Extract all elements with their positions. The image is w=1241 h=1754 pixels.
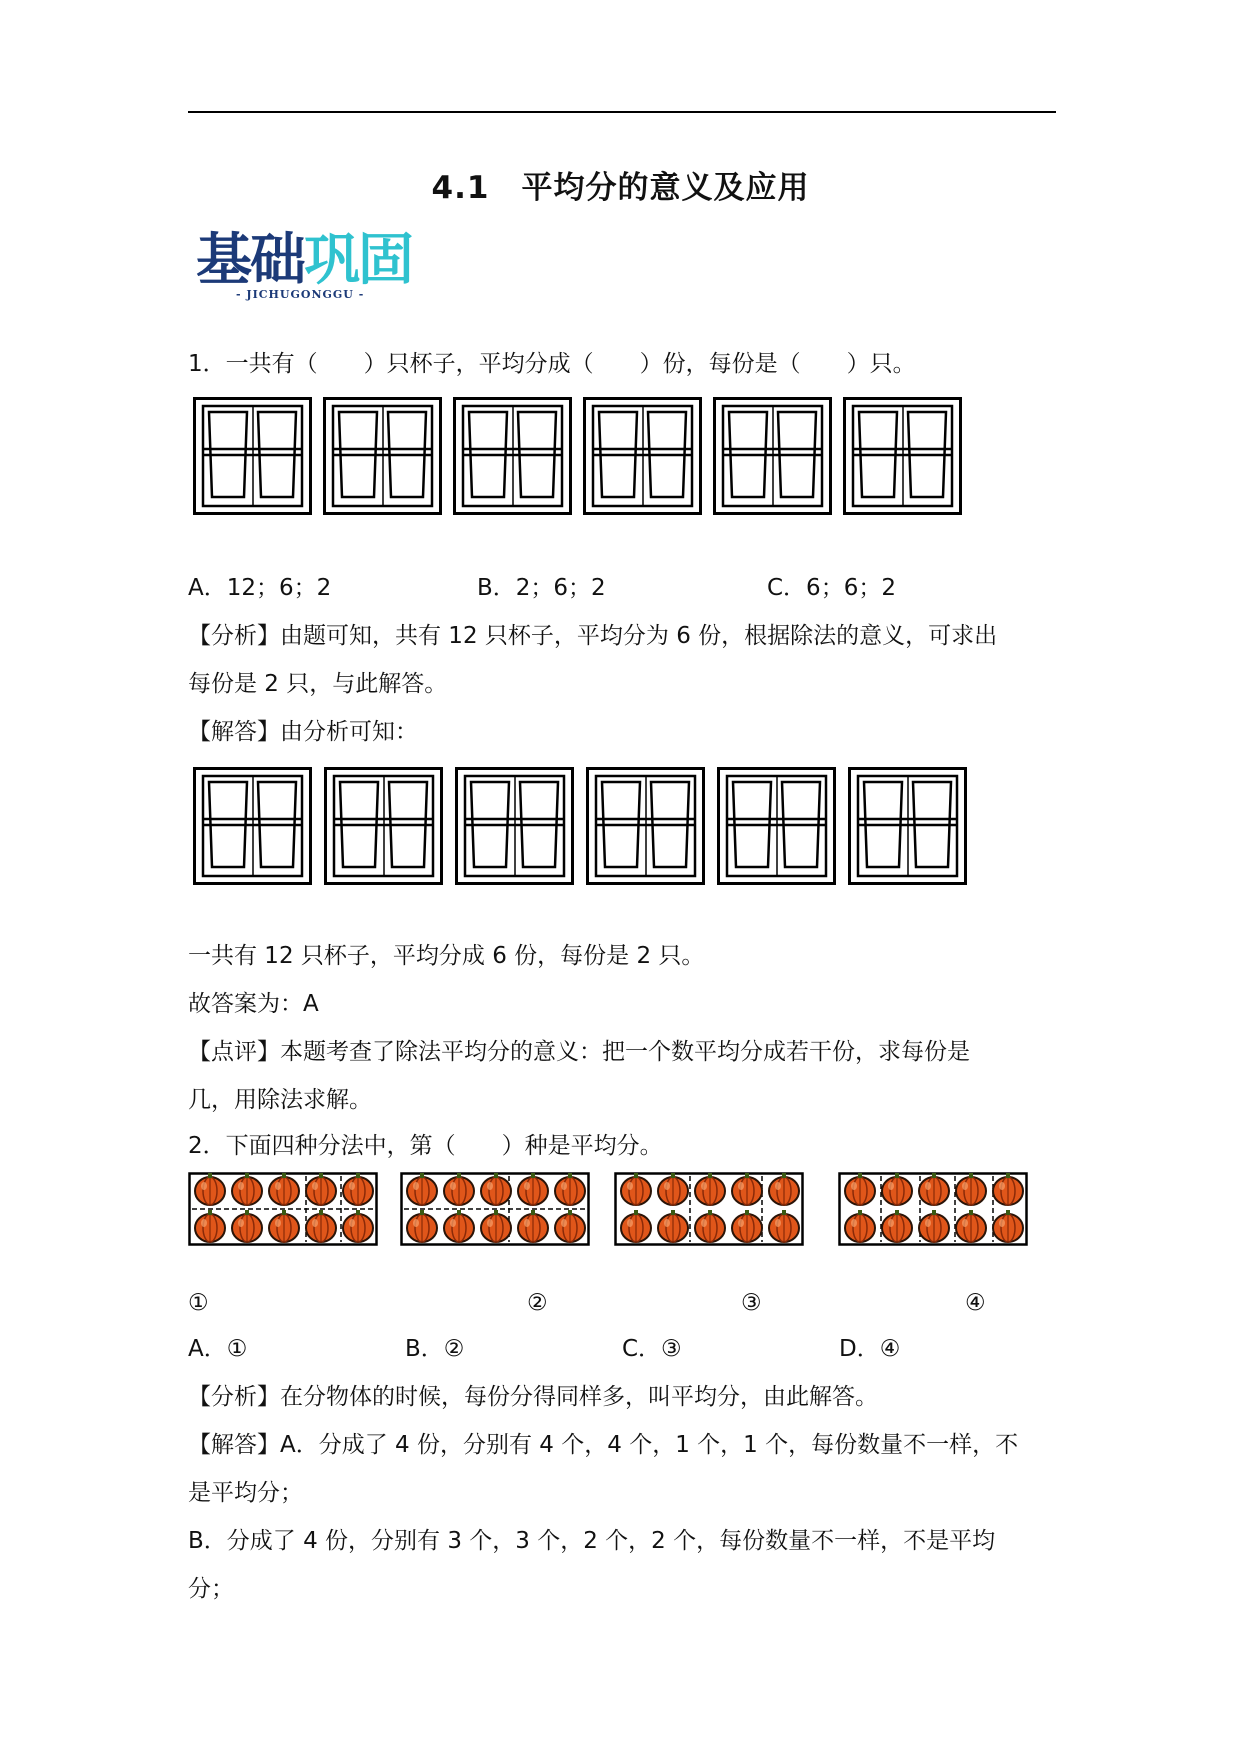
q2-solution-line4: 分； xyxy=(188,1576,234,1602)
q1-solution-intro: 【解答】由分析可知： xyxy=(188,719,418,745)
q2-analysis: 【分析】在分物体的时候，每份分得同样多，叫平均分，由此解答。 xyxy=(188,1384,878,1410)
q1-comment-line1: 【点评】本题考查了除法平均分的意义：把一个数平均分成若干份，求每份是 xyxy=(188,1039,970,1065)
cup-group xyxy=(586,767,705,885)
header-rule xyxy=(188,111,1056,113)
cups-figure-2 xyxy=(193,767,983,887)
q1-answer: 故答案为：A xyxy=(188,991,319,1017)
cup-group xyxy=(323,397,442,515)
section-logo xyxy=(196,228,414,308)
q2-option-b: B．② xyxy=(405,1336,465,1362)
q1-option-b: B．2；6；2 xyxy=(477,575,606,601)
logo-text-part2: 巩固 xyxy=(304,228,412,293)
q2-solution-line1: 【解答】A．分成了 4 份，分别有 4 个，4 个，1 个，1 个，每份数量不一样，不 xyxy=(188,1432,1019,1458)
q2-figure-label-1: ① xyxy=(188,1290,209,1316)
cup-group xyxy=(848,767,967,885)
q2-figure-label-4: ④ xyxy=(965,1290,986,1316)
logo-subtitle: - JICHUGONGGU - xyxy=(236,288,365,301)
q2-figure-label-2: ② xyxy=(527,1290,548,1316)
cup-group xyxy=(193,767,312,885)
cup-group xyxy=(193,397,312,515)
q1-option-a: A．12；6；2 xyxy=(188,575,332,601)
q2-figure-label-3: ③ xyxy=(741,1290,762,1316)
q2-option-c: C．③ xyxy=(622,1336,682,1362)
q1-analysis-line1: 【分析】由题可知，共有 12 只杯子，平均分为 6 份，根据除法的意义，可求出 xyxy=(188,623,998,649)
cup-group xyxy=(713,397,832,515)
q1-analysis-line2: 每份是 2 只，与此解答。 xyxy=(188,671,448,697)
cup-group xyxy=(843,397,962,515)
cup-group xyxy=(717,767,836,885)
cups-figure-1 xyxy=(193,397,973,517)
q1-solution-text: 一共有 12 只杯子，平均分成 6 份，每份是 2 只。 xyxy=(188,943,705,969)
cup-group xyxy=(324,767,443,885)
q1-option-c: C．6；6；2 xyxy=(767,575,896,601)
q2-option-a: A．① xyxy=(188,1336,248,1362)
logo-text-part1: 基础 xyxy=(196,228,304,293)
q2-solution-line2: 是平均分； xyxy=(188,1480,303,1506)
page-title: 4.1 平均分的意义及应用 xyxy=(431,170,810,206)
pumpkin-box-2 xyxy=(400,1172,590,1246)
pumpkin-box-1 xyxy=(188,1172,378,1246)
cup-group xyxy=(583,397,702,515)
pumpkin-figures xyxy=(0,1172,1241,1252)
pumpkin-box-3 xyxy=(614,1172,804,1246)
pumpkin-box-4 xyxy=(838,1172,1028,1246)
q2-question: 2．下面四种分法中，第（ ）种是平均分。 xyxy=(188,1133,663,1159)
q1-comment-line2: 几，用除法求解。 xyxy=(188,1087,372,1113)
q2-solution-line3: B．分成了 4 份，分别有 3 个，3 个，2 个，2 个，每份数量不一样，不是平均 xyxy=(188,1528,996,1554)
cup-group xyxy=(453,397,572,515)
q2-option-d: D．④ xyxy=(839,1336,901,1362)
q1-question: 1．一共有（ ）只杯子，平均分成（ ）份，每份是（ ）只。 xyxy=(188,351,916,377)
cup-group xyxy=(455,767,574,885)
